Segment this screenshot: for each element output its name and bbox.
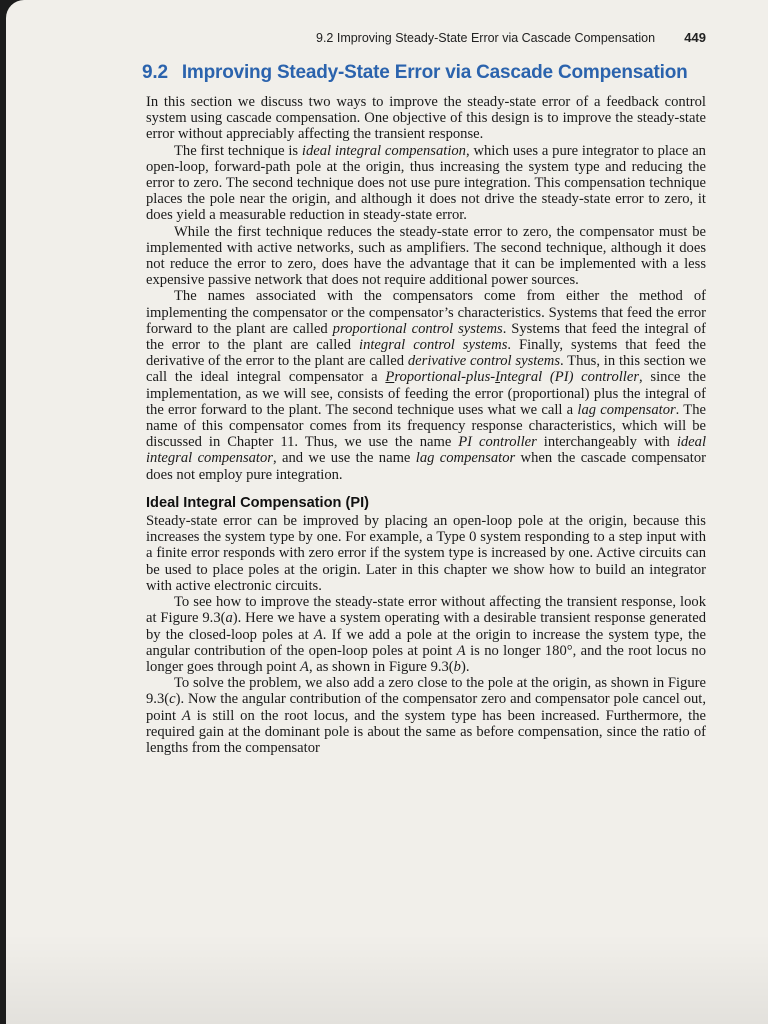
section-number: 9.2 [142,62,168,83]
paragraph-figure-reference: To see how to improve the steady-state error without affecting the transient response, look at Figure 9.3(a). Here we have a system operating with a desirable transient response generated by the closed-loop poles at A. If we add a pole at the origin to increase the system type, the angular contribution of the open-loop poles at point A is no longer 180°, and the root locus no longer goes through point A, as shown in Figure 9.3(b). [146,594,707,675]
paragraph-solution: To solve the problem, we also add a zero close to the pole at the origin, as shown in Figure 9.3(c). Now the angular contribution of the compensator zero and compensator pole cancel out, point A is still on the root locus, and the system type has been increased. Furthermore, the required gain at the dominant pole is about the same as before compensation, since the ratio of lengths from the compensator [146,675,706,756]
paragraph-ideal-integral: Steady-state error can be improved by placing an open-loop pole at the origin, because this increases the system type by one. For example, a Type 0 system responding to a step input with a finite error responds with zero error if the system type is increased by one. Active circuits can be used to place poles at the origin. Later in this chapter we show how to build an integrator with active electronic circuits. [146,513,706,594]
textbook-page [6,0,768,1024]
section-heading [142,62,688,84]
body-text [146,94,706,756]
paragraph-names: The names associated with the compensators come from either the method of implementing the compensator or the compensator’s characteristics. Systems that feed the error forward to the plant are called proportional control systems. Systems that feed the integral of the error to the plant are called integral control systems. Finally, systems that feed the derivative of the error to the plant are called derivative control systems. Thus, in this section we call the ideal integral compensator a Proportional-plus-Integral (PI) controller, since the implementation, as we will see, consists of feeding the error (proportional) plus the integral of the error forward to the plant. The second technique uses what we call a lag compensator. The name of this compensator comes from its frequency response characteristics, which will be discussed in Chapter 11. Thus, we use the name PI controller interchangeably with ideal integral compensator, and we use the name lag compensator when the cascade compensator does not employ pure integration. [146,288,706,483]
section-title: Improving Steady-State Error via Cascade Compensation [181,62,688,83]
running-title: 9.2 Improving Steady-State Error via Cascade Compensation [316,31,656,45]
running-header [316,30,706,45]
subsection-heading: Ideal Integral Compensation (PI) [146,494,369,511]
paragraph-comparison: While the first technique reduces the steady-state error to zero, the compensator must be implemented with active networks, such as amplifiers. The second technique, although it does not reduce the error to zero, does have the advantage that it can be implemented with a less expensive passive network that does not require additional power sources. [146,223,706,289]
page-number: 449 [684,30,706,45]
page-shadow [6,934,768,1024]
paragraph-intro: In this section we discuss two ways to improve the steady-state error of a feedback control system using cascade compensation. One objective of this design is to improve the steady-state error without appreciably affecting the transient response. [146,94,706,143]
paragraph-techniques: The first technique is ideal integral compensation, which uses a pure integrator to place an open-loop, forward-path pole at the origin, thus increasing the system type and reducing the error to zero. The second technique does not use pure integration. This compensation technique places the pole near the origin, and although it does not drive the steady-state error to zero, it does yield a measurable reduction in steady-state error. [146,142,706,224]
